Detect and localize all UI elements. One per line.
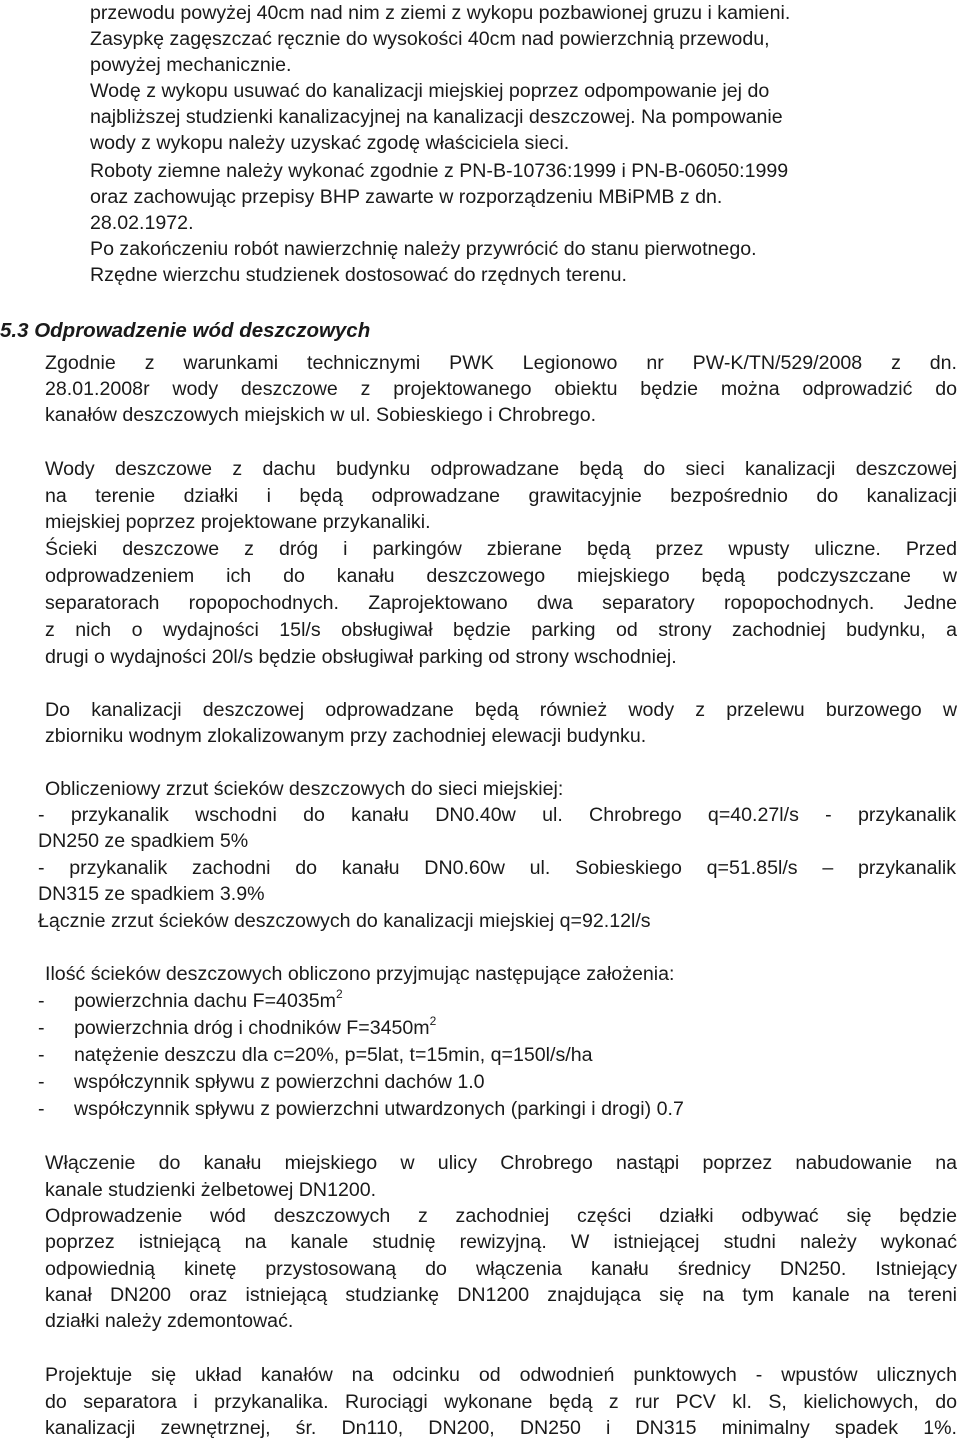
text-line: przewodu powyżej 40cm nad nim z ziemi z wykopu pozbawionej gruzu i kamieni.	[90, 2, 791, 24]
section-number: 5.3	[0, 319, 29, 342]
text-line: odpowiednią kinetę przystosowaną do włączenia kanału średnicy DN250. Istniejący	[45, 1258, 957, 1280]
text-line: do separatora i przykanalika. Rurociągi wykonane będą z rur PCV kl. S, kielichowych, do	[45, 1391, 957, 1413]
text-line: separatorach ropopochodnych. Zaprojektowano dwa separatory ropopochodnych. Jedne	[45, 592, 957, 614]
list-item: - natężenie deszczu dla c=20%, p=5lat, t=15min, q=150l/s/ha	[38, 1044, 593, 1066]
text-line: wody z wykopu należy uzyskać zgodę właściciela sieci.	[90, 132, 570, 154]
text-line: Włączenie do kanału miejskiego w ulicy Chrobrego nastąpi poprzez nabudowanie na	[45, 1152, 957, 1174]
text-line: kanał DN200 oraz istniejącą studziankę DN1200 znajdująca się na tym kanale na tereni	[45, 1284, 957, 1306]
text-line: kanałów deszczowych miejskich w ul. Sobieskiego i Chrobrego.	[45, 404, 597, 426]
list-dash: -	[38, 1017, 45, 1039]
text-line: - przykanalik wschodni do kanału DN0.40w ul. Chrobrego q=40.27l/s - przykanalik	[38, 804, 956, 826]
text-line: DN250 ze spadkiem 5%	[38, 830, 249, 852]
text-line: Zasypkę zagęszczać ręcznie do wysokości 40cm nad powierzchnią przewodu,	[90, 28, 770, 50]
list-dash: -	[38, 1071, 45, 1093]
text-line: DN315 ze spadkiem 3.9%	[38, 883, 265, 905]
section-title: Odprowadzenie wód deszczowych	[34, 319, 371, 342]
list-item: - powierzchnia dachu $F=4035m^2$	[38, 987, 343, 1012]
text-line: odprowadzeniem ich do kanału deszczowego miejskiego będą podczyszczane w	[45, 565, 957, 587]
list-dash: -	[38, 1044, 45, 1066]
text-line: Wody deszczowe z dachu budynku odprowadzane będą do sieci kanalizacji deszczowej	[45, 458, 957, 480]
text-line: Obliczeniowy zrzut ścieków deszczowych do sieci miejskiej:	[45, 778, 564, 800]
text-line: 28.02.1972.	[90, 212, 194, 234]
text-line: Zgodnie z warunkami technicznymi PWK Legionowo nr PW-K/TN/529/2008 z dn.	[45, 352, 957, 374]
text-line: - przykanalik zachodni do kanału DN0.60w ul. Sobieskiego q=51.85l/s – przykanalik	[38, 857, 956, 879]
section-heading	[0, 318, 370, 344]
text-line: kanalizacji zewnętrznej, śr. Dn110, DN200, DN250 i DN315 minimalny spadek 1%.	[45, 1417, 957, 1439]
text-line: zbiorniku wodnym zlokalizowanym przy zachodniej elewacji budynku.	[45, 725, 647, 747]
text-line: miejskiej poprzez projektowane przykanaliki.	[45, 511, 431, 533]
text-line: 28.01.2008r wody deszczowe z projektowanego obiektu będzie można odprowadzić do	[45, 378, 957, 400]
text-line: Ilość ścieków deszczowych obliczono przyjmując następujące założenia:	[45, 963, 675, 985]
text-line: Rzędne wierzchu studzienek dostosować do rzędnych terenu.	[90, 264, 627, 286]
list-dash: -	[38, 990, 45, 1012]
text-line: drugi o wydajności 20l/s będzie obsługiwał parking od strony wschodniej.	[45, 646, 677, 668]
text-line: Łącznie zrzut ścieków deszczowych do kanalizacji miejskiej q=92.12l/s	[38, 910, 651, 932]
text-line: oraz zachowując przepisy BHP zawarte w rozporządzeniu MBiPMB z dn.	[90, 186, 723, 208]
text-line: powyżej mechanicznie.	[90, 54, 292, 76]
text-line: najbliższej studzienki kanalizacyjnej na kanalizacji deszczowej. Na pompowanie	[90, 106, 783, 128]
text-line: Do kanalizacji deszczowej odprowadzane będą również wody z przelewu burzowego w	[45, 699, 957, 721]
text-line: Wodę z wykopu usuwać do kanalizacji miejskiej poprzez odpompowanie jej do	[90, 80, 770, 102]
text-line: poprzez istniejącą na kanale studnię rewizyjną. W istniejącej studni należy wykonać	[45, 1231, 957, 1253]
text-line: Ścieki deszczowe z dróg i parkingów zbierane będą przez wpusty uliczne. Przed	[45, 538, 957, 560]
text-line: Odprowadzenie wód deszczowych z zachodniej części działki odbywać się będzie	[45, 1205, 957, 1227]
text-line: na terenie działki i będą odprowadzane grawitacyjnie bezpośrednio do kanalizacji	[45, 485, 957, 507]
list-dash: -	[38, 1098, 45, 1120]
text-line: kanale studzienki żelbetowej DN1200.	[45, 1179, 377, 1201]
list-item: - współczynnik spływu z powierzchni dachów 1.0	[38, 1071, 485, 1093]
text-line: Projektuje się układ kanałów na odcinku od odwodnień punktowych - wpustów ulicznych	[45, 1364, 957, 1386]
text-line: z nich o wydajności 15l/s obsługiwał będzie parking od strony zachodniej budynku, a	[45, 619, 957, 641]
text-line: Roboty ziemne należy wykonać zgodnie z PN-B-10736:1999 i PN-B-06050:1999	[90, 160, 789, 182]
text-line: Po zakończeniu robót nawierzchnię należy przywrócić do stanu pierwotnego.	[90, 238, 757, 260]
text-line: działki należy zdemontować.	[45, 1310, 294, 1332]
list-item: - współczynnik spływu z powierzchni utwardzonych (parkingi i drogi) 0.7	[38, 1098, 684, 1120]
list-item: - powierzchnia dróg i chodników $F=3450m^2$	[38, 1014, 437, 1039]
